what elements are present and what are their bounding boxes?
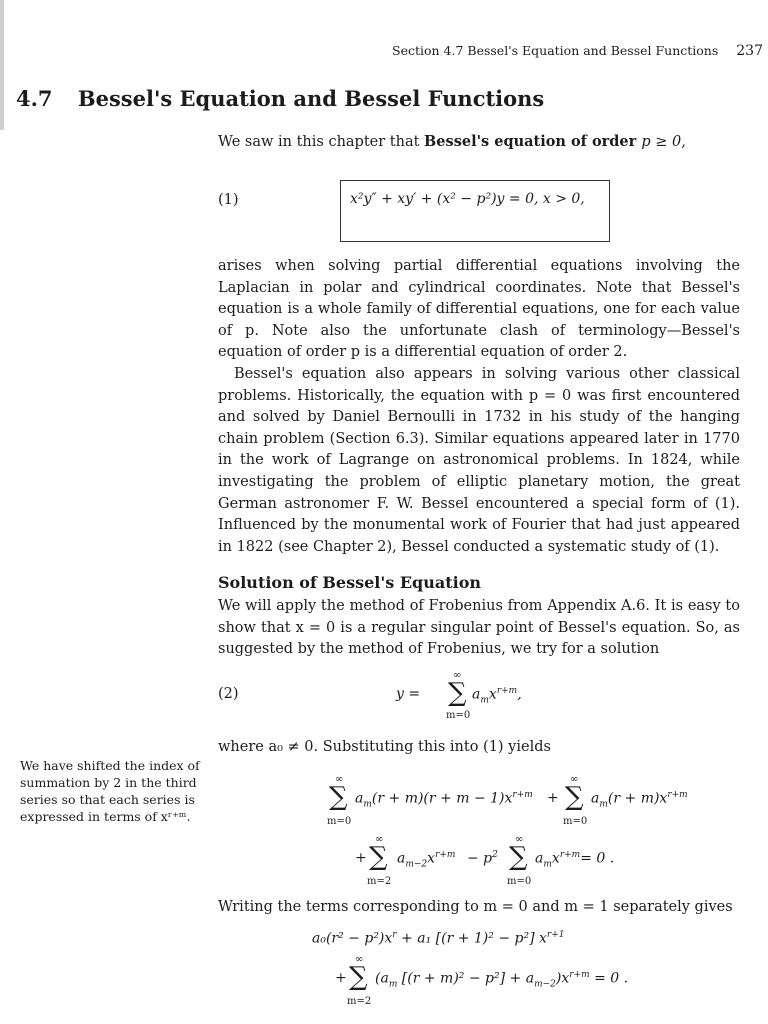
eq2-upper: ∞	[453, 670, 462, 681]
eq3-plus-2: +	[355, 850, 367, 866]
eq1-box	[340, 180, 610, 242]
sum-sign: ∑	[329, 782, 348, 812]
eq3-term-4: $a_mx^{r+m}= 0$ .	[535, 850, 615, 870]
sum-sign: ∑	[448, 678, 467, 708]
eq1-body: x²y″ + xy′ + (x² − p²)y = 0, x > 0,	[350, 191, 585, 207]
after-eq3: Writing the terms corresponding to m = 0 and m = 1 separately gives	[218, 899, 733, 915]
body-text	[218, 256, 740, 558]
eq2-lhs: y =	[396, 686, 421, 702]
eq4-lower: m=2	[347, 996, 372, 1007]
eq4-line1: $a_0(r^2 - p^2)x^r + a_1$ [(r + 1)² − p²] $x^{r+1}$	[312, 930, 565, 947]
subsection-body	[218, 596, 740, 661]
page-edge-shadow	[0, 0, 4, 130]
eq2-term: $a_mx^{r+m}$,	[472, 686, 522, 706]
paragraph-1: arises when solving partial differential equations involving the Laplacian in polar and cylindrical coordinates. Note that Bessel's equation is a whole family of differential equations, one for each value of p. Note also the unfortunate clash of terminology—Bessel's equation of order p is a differential equation of order 2.	[218, 258, 740, 361]
intro-line	[218, 131, 740, 154]
sum-sign: ∑	[369, 842, 388, 872]
eq4-plus: +	[335, 970, 347, 986]
intro-lead: We saw in this chapter that	[218, 134, 425, 150]
eq2-label: (2)	[218, 686, 239, 702]
page-number: 237	[736, 43, 763, 59]
eq3-term-1: $a_m(r + m)(r + m - 1)x^{r+m}$	[355, 790, 533, 810]
eq3-line1	[325, 772, 725, 830]
subsection-title: Solution of Bessel's Equation	[218, 573, 482, 592]
eq1-label: (1)	[218, 192, 239, 208]
eq3-line2	[355, 832, 695, 890]
running-head	[392, 43, 763, 59]
paragraph-2: Bessel's equation also appears in solving various other classical problems. Historically, the equation with p = 0 was first encountered and solved by Daniel Bernoulli in 1732 in his study of the hanging chain problem (Section 6.3). Similar equations appeared later in 1770 in the work of Lagrange on astronomical problems. In 1824, while investigating the problem of elliptic planetary motion, the great German astronomer F. W. Bessel encountered a special form of (1). Influenced by the monumental work of Fourier that had just appeared in 1822 (see Chapter 2), Bessel conducted a systematic study of (1).	[218, 365, 740, 555]
eq3-term-3: $a_{m-2}x^{r+m}$	[397, 850, 456, 870]
running-head-title: Section 4.7 Bessel's Equation and Bessel Functions	[392, 43, 719, 58]
sum-sign: ∑	[349, 962, 368, 992]
margin-note: We have shifted the index of summation by 2 in the third series so that each series is expressed in terms of xʳ⁺ᵐ.	[20, 758, 200, 824]
sum-sign: ∑	[509, 842, 528, 872]
eq3-term-2: $a_m(r + m)x^{r+m}$	[591, 790, 688, 810]
section-number: 4.7	[16, 86, 53, 111]
eq4-term: ($a_m$ $[(r + m)^2 - p^2] + a_{m-2})x^{r+m} = 0$ .	[375, 970, 629, 990]
eq3-lower-1: m=0	[327, 816, 352, 827]
eq3-lower-3: m=2	[367, 876, 392, 887]
intro-bold: Bessel's equation of order	[424, 133, 642, 150]
section-heading	[16, 86, 544, 111]
eq3-plus-1: +	[547, 790, 559, 806]
subsection-paragraph: We will apply the method of Frobenius from Appendix A.6. It is easy to show that x = 0 is a regular singular point of Bessel's equation. So, as suggested by the method of Frobenius, we try for a solution	[218, 598, 740, 658]
eq3-inf-4: ∞	[515, 834, 524, 845]
intro-condition: p ≥ 0,	[641, 134, 686, 150]
eq4-inf: ∞	[355, 954, 364, 965]
eq2	[390, 668, 590, 728]
eq3-inf-2: ∞	[570, 774, 579, 785]
eq3-lower-2: m=0	[563, 816, 588, 827]
eq3-lower-4: m=0	[507, 876, 532, 887]
eq2-lower: m=0	[446, 710, 471, 721]
after-eq2: where a₀ ≠ 0. Substituting this into (1) yields	[218, 739, 551, 755]
eq3-inf-3: ∞	[375, 834, 384, 845]
section-title: Bessel's Equation and Bessel Functions	[77, 86, 545, 111]
eq3-inf-1: ∞	[335, 774, 344, 785]
sum-sign: ∑	[565, 782, 584, 812]
eq3-minus-p2: − $p^2$	[467, 850, 498, 867]
eq4-line2	[335, 950, 695, 1010]
